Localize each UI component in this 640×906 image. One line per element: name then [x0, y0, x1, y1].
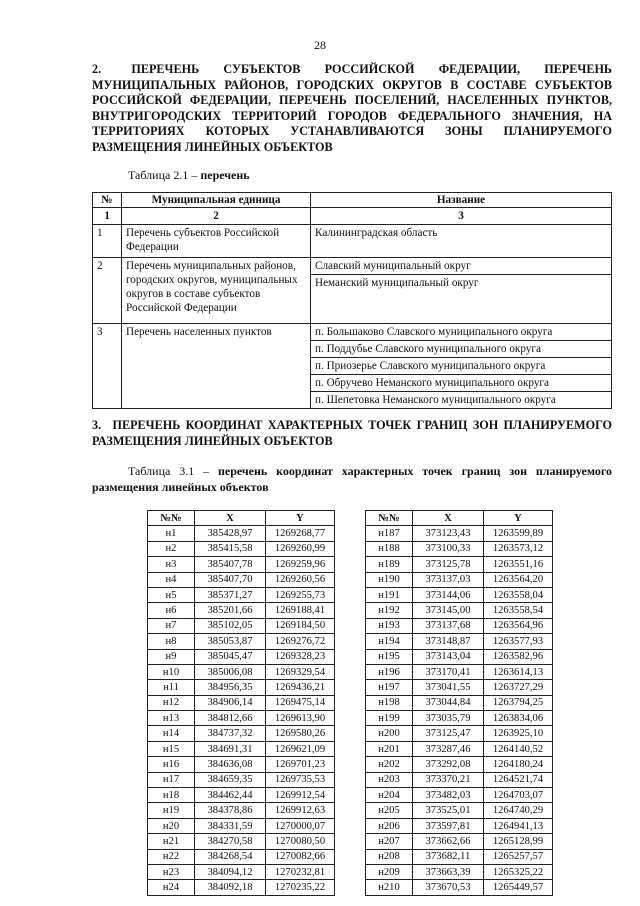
x-coordinate: 373125,47	[413, 726, 484, 741]
y-coordinate: 1264180,24	[484, 757, 553, 772]
point-id: н201	[366, 741, 413, 756]
index-cell: 2	[122, 208, 311, 225]
point-id: н207	[366, 834, 413, 849]
point-id: н193	[366, 618, 413, 633]
point-id: н188	[366, 541, 413, 556]
table-row	[93, 225, 612, 258]
x-coordinate: 373292,08	[413, 757, 484, 772]
y-coordinate: 1269735,53	[266, 772, 335, 787]
table-3-1-caption	[92, 464, 612, 495]
table-row	[148, 634, 335, 649]
point-id: н1	[148, 526, 195, 541]
y-coordinate: 1263558,54	[484, 603, 553, 618]
table-row	[148, 757, 335, 772]
row-name: Неманский муниципальный округ	[311, 275, 612, 324]
x-coordinate: 384906,14	[195, 695, 266, 710]
table-header-row	[93, 193, 612, 208]
table-row	[148, 788, 335, 803]
y-coordinate: 1264521,74	[484, 772, 553, 787]
table-row	[366, 557, 553, 572]
x-coordinate: 373170,41	[413, 664, 484, 679]
table-row	[148, 526, 335, 541]
table-row	[148, 541, 335, 556]
section-3-number: 3.	[92, 418, 102, 432]
table-row	[148, 618, 335, 633]
table-row	[148, 818, 335, 833]
table-row	[148, 572, 335, 587]
point-id: н2	[148, 541, 195, 556]
point-id: н9	[148, 649, 195, 664]
y-coordinate: 1263834,06	[484, 711, 553, 726]
y-coordinate: 1269329,54	[266, 664, 335, 679]
coordinates-table-left	[147, 510, 335, 896]
point-id: н195	[366, 649, 413, 664]
y-coordinate: 1269621,09	[266, 741, 335, 756]
y-coordinate: 1263573,12	[484, 541, 553, 556]
y-coordinate: 1269475,14	[266, 695, 335, 710]
table-row	[366, 695, 553, 710]
x-coordinate: 373041,55	[413, 680, 484, 695]
table-row	[148, 849, 335, 864]
table-row	[366, 757, 553, 772]
row-name: Славский муниципальный округ	[311, 258, 612, 275]
x-coordinate: 373597,81	[413, 818, 484, 833]
y-coordinate: 1269276,72	[266, 634, 335, 649]
table-row	[148, 557, 335, 572]
table-row	[366, 818, 553, 833]
table-row	[148, 880, 335, 895]
y-coordinate: 1270080,50	[266, 834, 335, 849]
table-row	[93, 324, 612, 341]
table-row	[366, 772, 553, 787]
y-coordinate: 1263564,96	[484, 618, 553, 633]
caption-bold: перечень	[200, 168, 250, 182]
point-id: н4	[148, 572, 195, 587]
y-coordinate: 1269912,63	[266, 803, 335, 818]
y-coordinate: 1265257,57	[484, 849, 553, 864]
x-coordinate: 384268,54	[195, 849, 266, 864]
y-coordinate: 1265449,57	[484, 880, 553, 895]
header-num: №	[93, 193, 122, 208]
point-id: н196	[366, 664, 413, 679]
point-id: н23	[148, 864, 195, 879]
row-num: 2	[93, 258, 122, 324]
row-name: Калининградская область	[311, 225, 612, 258]
index-cell: 3	[311, 208, 612, 225]
point-id: н20	[148, 818, 195, 833]
x-coordinate: 373370,21	[413, 772, 484, 787]
x-coordinate: 384331,59	[195, 818, 266, 833]
table-row	[148, 680, 335, 695]
x-coordinate: 384092,18	[195, 880, 266, 895]
point-id: н197	[366, 680, 413, 695]
x-coordinate: 385371,27	[195, 587, 266, 602]
index-cell: 1	[93, 208, 122, 225]
point-id: н199	[366, 711, 413, 726]
table-index-row	[93, 208, 612, 225]
y-coordinate: 1263614,13	[484, 664, 553, 679]
y-coordinate: 1263551,16	[484, 557, 553, 572]
page-number: 28	[314, 38, 326, 52]
point-id: н5	[148, 587, 195, 602]
caption-prefix: Таблица 3.1 –	[128, 464, 218, 478]
row-name: п. Шепетовка Неманского муниципального округа	[311, 392, 612, 409]
table-row	[148, 772, 335, 787]
table-row	[366, 880, 553, 895]
x-coordinate: 385415,58	[195, 541, 266, 556]
y-coordinate: 1269580,26	[266, 726, 335, 741]
point-id: н16	[148, 757, 195, 772]
section-3-title: ПЕРЕЧЕНЬ КООРДИНАТ ХАРАКТЕРНЫХ ТОЧЕК ГРАНИЦ ЗОН ПЛАНИРУЕМОГО РАЗМЕЩЕНИЯ ЛИНЕЙНЫХ ОБЪЕКТОВ	[92, 418, 613, 448]
table-row	[148, 741, 335, 756]
point-id: н12	[148, 695, 195, 710]
table-row	[93, 258, 612, 275]
x-coordinate: 373662,66	[413, 834, 484, 849]
point-id: н7	[148, 618, 195, 633]
header-x: X	[195, 511, 266, 526]
point-id: н3	[148, 557, 195, 572]
y-coordinate: 1269255,73	[266, 587, 335, 602]
point-id: н194	[366, 634, 413, 649]
table-row	[366, 526, 553, 541]
x-coordinate: 373145,00	[413, 603, 484, 618]
y-coordinate: 1264140,52	[484, 741, 553, 756]
y-coordinate: 1265128,99	[484, 834, 553, 849]
point-id: н198	[366, 695, 413, 710]
y-coordinate: 1263558,04	[484, 587, 553, 602]
header-unit: Муниципальная единица	[122, 193, 311, 208]
point-id: н8	[148, 634, 195, 649]
point-id: н192	[366, 603, 413, 618]
x-coordinate: 384956,35	[195, 680, 266, 695]
row-num: 1	[93, 225, 122, 258]
table-row	[148, 726, 335, 741]
row-num: 3	[93, 324, 122, 409]
y-coordinate: 1270235,22	[266, 880, 335, 895]
x-coordinate: 373143,04	[413, 649, 484, 664]
point-id: н187	[366, 526, 413, 541]
table-row	[366, 726, 553, 741]
row-unit: Перечень муниципальных районов, городских округов, муниципальных округов в составе субъектов Российской Федерации	[122, 258, 311, 324]
x-coordinate: 385045,47	[195, 649, 266, 664]
y-coordinate: 1263599,89	[484, 526, 553, 541]
y-coordinate: 1269259,96	[266, 557, 335, 572]
x-coordinate: 384737,32	[195, 726, 266, 741]
header-point: №№	[148, 511, 195, 526]
y-coordinate: 1263582,96	[484, 649, 553, 664]
x-coordinate: 373144,06	[413, 587, 484, 602]
point-id: н202	[366, 757, 413, 772]
point-id: н18	[148, 788, 195, 803]
section-2-number: 2.	[92, 62, 102, 76]
y-coordinate: 1263727,29	[484, 680, 553, 695]
table-row	[366, 572, 553, 587]
table-row	[366, 864, 553, 879]
y-coordinate: 1269912,54	[266, 788, 335, 803]
table-row	[366, 680, 553, 695]
caption-bold: перечень координат характерных точек границ зон планируемого размещения линейных объектов	[92, 464, 612, 494]
point-id: н200	[366, 726, 413, 741]
x-coordinate: 384636,08	[195, 757, 266, 772]
table-row	[366, 788, 553, 803]
table-row	[366, 849, 553, 864]
x-coordinate: 373670,53	[413, 880, 484, 895]
x-coordinate: 385053,87	[195, 634, 266, 649]
point-id: н203	[366, 772, 413, 787]
point-id: н6	[148, 603, 195, 618]
table-header-row	[148, 511, 335, 526]
table-row	[148, 711, 335, 726]
point-id: н205	[366, 803, 413, 818]
section-3-heading	[92, 418, 612, 449]
x-coordinate: 384270,58	[195, 834, 266, 849]
table-row	[366, 587, 553, 602]
y-coordinate: 1264740,29	[484, 803, 553, 818]
y-coordinate: 1270082,66	[266, 849, 335, 864]
point-id: н206	[366, 818, 413, 833]
y-coordinate: 1265325,22	[484, 864, 553, 879]
row-unit: Перечень населенных пунктов	[122, 324, 311, 409]
y-coordinate: 1269268,77	[266, 526, 335, 541]
x-coordinate: 373148,87	[413, 634, 484, 649]
y-coordinate: 1263577,93	[484, 634, 553, 649]
x-coordinate: 384462,44	[195, 788, 266, 803]
x-coordinate: 373035,79	[413, 711, 484, 726]
x-coordinate: 373137,03	[413, 572, 484, 587]
header-name: Название	[311, 193, 612, 208]
point-id: н190	[366, 572, 413, 587]
x-coordinate: 373100,33	[413, 541, 484, 556]
table-row	[366, 803, 553, 818]
row-name: п. Приозерье Славского муниципального округа	[311, 358, 612, 375]
x-coordinate: 373044,84	[413, 695, 484, 710]
y-coordinate: 1269328,23	[266, 649, 335, 664]
x-coordinate: 384094,12	[195, 864, 266, 879]
table-2-1-caption	[128, 168, 250, 184]
point-id: н11	[148, 680, 195, 695]
y-coordinate: 1263925,10	[484, 726, 553, 741]
point-id: н17	[148, 772, 195, 787]
table-row	[148, 864, 335, 879]
x-coordinate: 373525,01	[413, 803, 484, 818]
y-coordinate: 1270232,81	[266, 864, 335, 879]
table-row	[366, 741, 553, 756]
point-id: н22	[148, 849, 195, 864]
point-id: н208	[366, 849, 413, 864]
header-x: X	[413, 511, 484, 526]
point-id: н210	[366, 880, 413, 895]
y-coordinate: 1270000,07	[266, 818, 335, 833]
y-coordinate: 1269260,56	[266, 572, 335, 587]
y-coordinate: 1263564,20	[484, 572, 553, 587]
row-name: п. Обручево Неманского муниципального округа	[311, 375, 612, 392]
x-coordinate: 385407,78	[195, 557, 266, 572]
x-coordinate: 373482,03	[413, 788, 484, 803]
table-row	[366, 649, 553, 664]
point-id: н204	[366, 788, 413, 803]
x-coordinate: 373137,68	[413, 618, 484, 633]
x-coordinate: 373123,43	[413, 526, 484, 541]
row-name: п. Большаково Славского муниципального округа	[311, 324, 612, 341]
table-2-1	[92, 192, 612, 409]
table-row	[366, 634, 553, 649]
y-coordinate: 1269701,23	[266, 757, 335, 772]
x-coordinate: 373287,46	[413, 741, 484, 756]
table-row	[148, 603, 335, 618]
header-y: Y	[266, 511, 335, 526]
x-coordinate: 385006,08	[195, 664, 266, 679]
table-row	[366, 834, 553, 849]
table-row	[366, 664, 553, 679]
point-id: н10	[148, 664, 195, 679]
y-coordinate: 1269613,90	[266, 711, 335, 726]
table-row	[148, 587, 335, 602]
section-2-title: ПЕРЕЧЕНЬ СУБЪЕКТОВ РОССИЙСКОЙ ФЕДЕРАЦИИ, ПЕРЕЧЕНЬ МУНИЦИПАЛЬНЫХ РАЙОНОВ, ГОРОДСКИХ ОКРУГОВ В СОСТАВЕ СУБЪЕКТОВ РОССИЙСКОЙ ФЕДЕРАЦИИ, ПЕРЕЧЕНЬ ПОСЕЛЕНИЙ, НАСЕЛЕННЫХ ПУНКТОВ, ВНУТРИГОРОДСКИХ ТЕРРИТОРИЙ ГОРОДОВ ФЕДЕРАЛЬНОГО ЗНАЧЕНИЯ, НА ТЕРРИТОРИЯХ КОТОРЫХ УСТАНАВЛИВАЮТСЯ ЗОНЫ ПЛАНИРУЕМОГО РАЗМЕЩЕНИЯ ЛИНЕЙНЫХ ОБЪЕКТОВ	[92, 62, 612, 154]
point-id: н15	[148, 741, 195, 756]
table-row	[366, 618, 553, 633]
x-coordinate: 384812,66	[195, 711, 266, 726]
table-row	[366, 603, 553, 618]
y-coordinate: 1263794,25	[484, 695, 553, 710]
caption-prefix: Таблица 2.1 –	[128, 168, 201, 182]
y-coordinate: 1269188,41	[266, 603, 335, 618]
table-row	[148, 649, 335, 664]
x-coordinate: 384659,35	[195, 772, 266, 787]
table-row	[366, 541, 553, 556]
x-coordinate: 385407,70	[195, 572, 266, 587]
header-y: Y	[484, 511, 553, 526]
row-name: п. Поддубье Славского муниципального округа	[311, 341, 612, 358]
point-id: н209	[366, 864, 413, 879]
table-header-row	[366, 511, 553, 526]
x-coordinate: 384378,86	[195, 803, 266, 818]
x-coordinate: 385201,66	[195, 603, 266, 618]
x-coordinate: 373125,78	[413, 557, 484, 572]
x-coordinate: 385102,05	[195, 618, 266, 633]
x-coordinate: 373682,11	[413, 849, 484, 864]
y-coordinate: 1264941,13	[484, 818, 553, 833]
row-unit: Перечень субъектов Российской Федерации	[122, 225, 311, 258]
table-row	[148, 664, 335, 679]
y-coordinate: 1264703,07	[484, 788, 553, 803]
table-row	[148, 803, 335, 818]
point-id: н13	[148, 711, 195, 726]
y-coordinate: 1269436,21	[266, 680, 335, 695]
table-row	[148, 834, 335, 849]
coordinates-table-right	[365, 510, 553, 896]
point-id: н14	[148, 726, 195, 741]
y-coordinate: 1269184,50	[266, 618, 335, 633]
point-id: н24	[148, 880, 195, 895]
x-coordinate: 384691,31	[195, 741, 266, 756]
x-coordinate: 373663,39	[413, 864, 484, 879]
point-id: н191	[366, 587, 413, 602]
section-2-heading	[92, 62, 612, 156]
y-coordinate: 1269260,99	[266, 541, 335, 556]
x-coordinate: 385428,97	[195, 526, 266, 541]
point-id: н21	[148, 834, 195, 849]
table-row	[366, 711, 553, 726]
point-id: н189	[366, 557, 413, 572]
point-id: н19	[148, 803, 195, 818]
table-row	[148, 695, 335, 710]
header-point: №№	[366, 511, 413, 526]
